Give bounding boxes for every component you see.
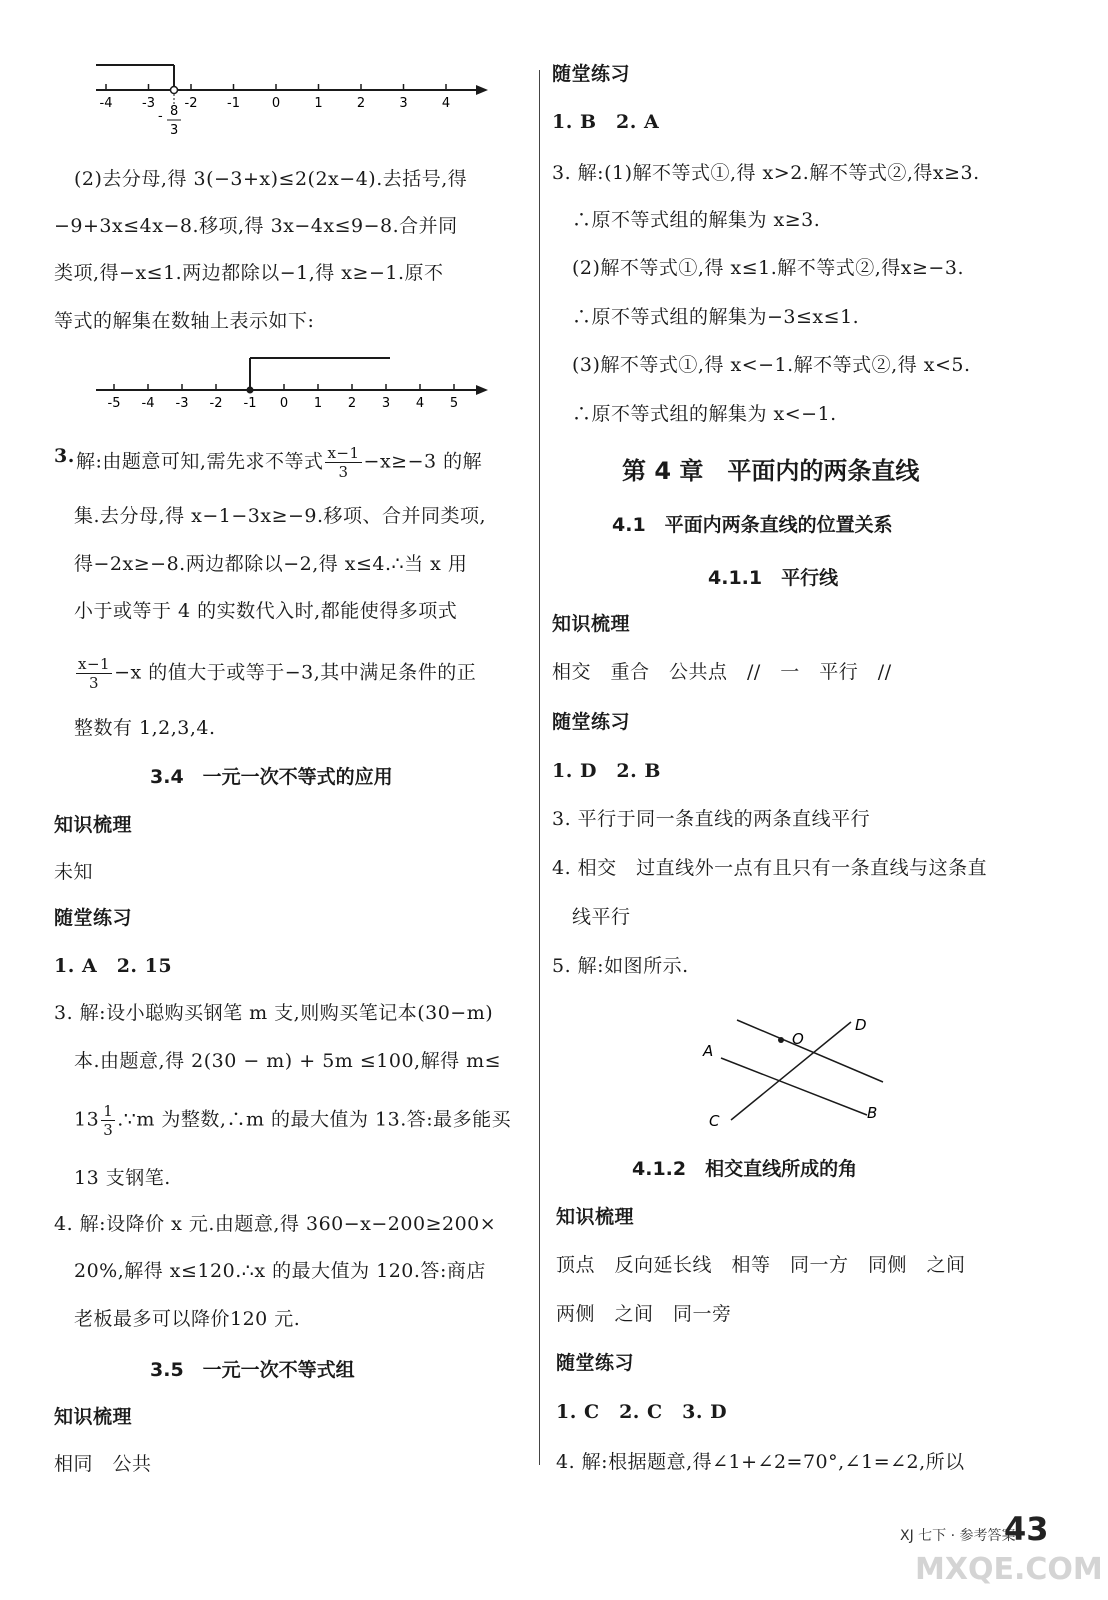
watermark-text: MXQE.COM: [915, 1552, 1103, 1587]
parallel-lines-figure: [695, 1000, 895, 1135]
r-practice-heading-3: 随堂练习: [556, 1352, 635, 1374]
q3-fraction-num: x−1: [327, 444, 360, 462]
nl1-tick-label: 0: [271, 96, 281, 111]
nl1-mark-den: 3: [170, 123, 179, 138]
r-p1-answer-3: 3. 平行于同一条直线的两条直线平行: [552, 808, 871, 830]
q3-fraction-den: 3: [338, 463, 349, 481]
figure-label-d: D: [855, 1016, 867, 1034]
r-p2-answers-1-3: 1. C 2. C 3. D: [556, 1401, 728, 1423]
nl1-tick-label: 1: [314, 96, 323, 111]
q3-line-6: 整数有 1,2,3,4.: [74, 717, 216, 739]
s34-q3-line-4: 13 支钢笔.: [74, 1167, 171, 1189]
s34-q3-line-3: [74, 1102, 511, 1139]
nl2-tick-label: -4: [141, 396, 155, 410]
q3-fraction: [325, 444, 361, 481]
r-p1-answer-4-line-1: 4. 相交 过直线外一点有且只有一条直线与这条直: [552, 857, 988, 879]
nl1-mark-num: 8: [170, 104, 179, 119]
section-4-1-2-title: 4.1.2 相交直线所成的角: [632, 1158, 858, 1180]
s35-knowledge-answer: 相同 公共: [54, 1453, 152, 1475]
q3-fraction-2-num: x−1: [78, 655, 111, 673]
page-number: 43: [1004, 1510, 1049, 1548]
section-4-1-1-title: 4.1.1 平行线: [708, 567, 839, 589]
s34-q3-fraction-den: 3: [103, 1121, 114, 1139]
r-practice-heading-1: 随堂练习: [552, 63, 631, 85]
nl1-tick-label: -2: [184, 96, 198, 111]
q3-line-1-b: −x≥−3 的解: [363, 450, 483, 473]
p2-line-2: −9+3x≤4x−8.移项,得 3x−4x≤9−8.合并同: [54, 215, 458, 237]
q3-line-2: 集.去分母,得 x−1−3x≥−9.移项、合并同类项,: [74, 505, 487, 527]
figure-label-o: O: [792, 1030, 804, 1048]
number-line-1: [90, 60, 500, 150]
s34-q4-line-1: 4. 解:设降价 x 元.由题意,得 360−x−200≥200×: [54, 1213, 497, 1235]
r-p1-answer-4-line-2: 线平行: [572, 906, 631, 928]
nl1-tick-label: 3: [399, 96, 408, 111]
nl2-tick-label: 2: [347, 396, 357, 410]
s34-q4-line-3: 老板最多可以降价120 元.: [74, 1308, 301, 1330]
nl2-tick-label: -3: [175, 396, 189, 410]
nl2-tick-label: 5: [449, 396, 459, 410]
nl1-tick-label: 2: [356, 96, 366, 111]
r-answers-1-2: 1. B 2. A: [552, 111, 660, 133]
p2-line-3: 类项,得−x≤1.两边都除以−1,得 x≥−1.原不: [54, 262, 444, 284]
r-p2-answer-4: 4. 解:根据题意,得∠1+∠2=70°,∠1=∠2,所以: [556, 1451, 965, 1473]
nl2-tick-label: 0: [279, 396, 289, 410]
figure-label-b: B: [867, 1104, 878, 1122]
r-q3-line-4: ∴原不等式组的解集为−3≤x≤1.: [572, 306, 860, 328]
nl2-tick-label: -1: [243, 396, 257, 410]
r-knowledge-heading-1: 知识梳理: [552, 613, 631, 635]
s34-knowledge-heading: 知识梳理: [54, 814, 133, 836]
nl2-tick-label: 3: [381, 396, 391, 410]
q3-line-3: 得−2x≥−8.两边都除以−2,得 x≤4.∴当 x 用: [74, 553, 468, 575]
chapter-4-title: 第 4 章 平面内的两条直线: [622, 457, 920, 485]
nl1-tick-label: 4: [441, 96, 451, 111]
s35-knowledge-heading: 知识梳理: [54, 1406, 133, 1428]
r-p1-answer-5: 5. 解:如图所示.: [552, 955, 689, 977]
q3-line-1: [76, 444, 482, 481]
q3-line-1-a: 解:由题意可知,需先求不等式: [76, 450, 324, 473]
s34-q3-fraction-num: 1: [103, 1102, 114, 1120]
column-divider: [539, 70, 540, 1465]
figure-label-c: C: [709, 1112, 720, 1130]
s34-q3-line-2: 本.由题意,得 2(30 − m) + 5m ≤100,解得 m≤: [74, 1050, 502, 1072]
nl2-tick-label: 4: [415, 396, 425, 410]
s34-q3-line-1: 3. 解:设小聪购买钢笔 m 支,则购买笔记本(30−m): [54, 1002, 494, 1024]
q3-number: 3.: [54, 445, 75, 467]
figure-label-a: A: [703, 1042, 714, 1060]
nl2-tick-label: -2: [209, 396, 223, 410]
section-4-1-title: 4.1 平面内两条直线的位置关系: [612, 514, 893, 536]
r-q3-line-6: ∴原不等式组的解集为 x<−1.: [572, 403, 837, 425]
r-knowledge-heading-2: 知识梳理: [556, 1206, 635, 1228]
p2-line-1: (2)去分母,得 3(−3+x)≤2(2x−4).去括号,得: [74, 168, 468, 190]
r-q3-line-3: (2)解不等式①,得 x≤1.解不等式②,得x≥−3.: [572, 257, 964, 279]
q3-line-5-b: −x 的值大于或等于−3,其中满足条件的正: [114, 661, 477, 684]
r-q3-line-5: (3)解不等式①,得 x<−1.解不等式②,得 x<5.: [572, 354, 971, 376]
q3-line-5: [74, 655, 476, 692]
q3-line-4: 小于或等于 4 的实数代入时,都能使得多项式: [74, 600, 458, 622]
section-3-4-title: 3.4 一元一次不等式的应用: [150, 766, 393, 788]
nl1-mark-sign: -: [158, 109, 163, 124]
s34-q3-line-3-b: .∵m 为整数,∴m 的最大值为 13.答:最多能买: [117, 1108, 512, 1131]
nl1-tick-label: -3: [142, 96, 155, 111]
r-knowledge-answer-1: 相交 重合 公共点 // 一 平行 //: [552, 661, 892, 683]
s34-knowledge-answer: 未知: [54, 861, 94, 883]
s34-q4-line-2: 20%,解得 x≤120.∴x 的最大值为 120.答:商店: [74, 1260, 486, 1282]
s34-q3-line-3-a: 13: [74, 1108, 100, 1131]
q3-fraction-2: [76, 655, 112, 692]
nl1-tick-label: -1: [227, 96, 240, 111]
s34-answers-1-2: 1. A 2. 15: [54, 955, 173, 977]
nl2-tick-label: 1: [313, 396, 323, 410]
footer-label: XJ 七下 · 参考答案: [900, 1528, 1016, 1544]
s34-practice-heading: 随堂练习: [54, 907, 133, 929]
r-knowledge-answer-2-line-1: 顶点 反向延长线 相等 同一方 同侧 之间: [556, 1254, 966, 1276]
section-3-5-title: 3.5 一元一次不等式组: [150, 1359, 355, 1381]
r-knowledge-answer-2-line-2: 两侧 之间 同一旁: [556, 1303, 732, 1325]
nl1-tick-label: -4: [99, 96, 113, 111]
nl2-tick-label: -5: [107, 396, 121, 410]
number-line-2: [90, 350, 500, 410]
r-q3-line-2: ∴原不等式组的解集为 x≥3.: [572, 209, 821, 231]
s34-q3-fraction: [101, 1102, 115, 1139]
r-practice-heading-2: 随堂练习: [552, 711, 631, 733]
r-p1-answers-1-2: 1. D 2. B: [552, 760, 661, 782]
p2-line-4: 等式的解集在数轴上表示如下:: [54, 310, 315, 332]
q3-fraction-2-den: 3: [89, 674, 100, 692]
r-q3-line-1: 3. 解:(1)解不等式①,得 x>2.解不等式②,得x≥3.: [552, 162, 980, 184]
